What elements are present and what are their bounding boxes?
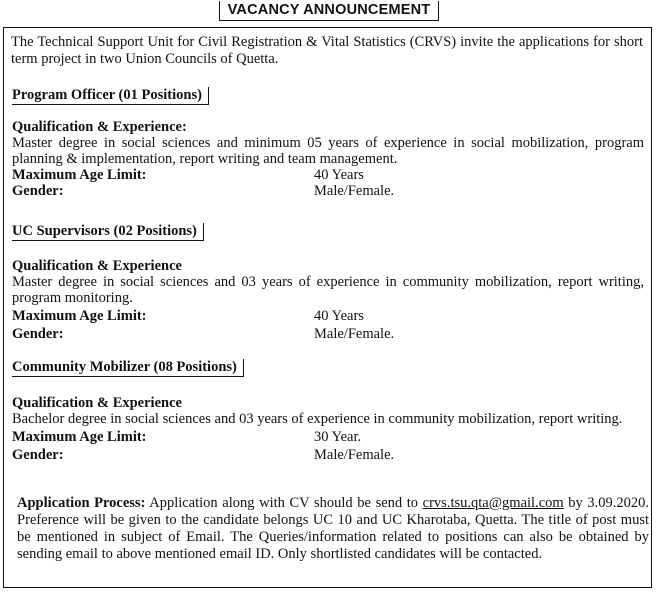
age-label: Maximum Age Limit: [12,308,147,324]
gender-value: Male/Female. [314,183,395,199]
application-text-before-email: Application along with CV should be send to [145,495,423,511]
qualification-heading: Qualification & Experience: [12,119,187,135]
position-title: Community Mobilizer (08 Positions) [12,359,244,377]
qualification-heading: Qualification & Experience [12,258,182,274]
position-community-mobilizer [12,359,644,463]
position-title: UC Supervisors (02 Positions) [12,223,204,241]
gender-row [12,326,644,342]
age-label: Maximum Age Limit: [12,429,147,445]
age-label: Maximum Age Limit: [12,167,147,183]
contact-email: crvs.tsu.qta@gmail.com [422,495,564,511]
intro-paragraph: The Technical Support Unit for Civil Registration & Vital Statistics (CRVS) invite the applications for short term project in two Union Councils of Quetta. [11,34,643,67]
gender-label: Gender: [12,447,64,463]
gender-label: Gender: [12,326,64,342]
qualification-text: Master degree in social sciences and minimum 05 years of experience in social mobilization, program planning & implementation, report writing and team management. [12,135,644,167]
application-label: Application Process: [17,495,146,511]
application-process [17,495,649,563]
gender-row [12,183,644,199]
gender-value: Male/Female. [314,326,395,342]
qualification-text: Bachelor degree in social sciences and 03 years of experience in community mobilization, report writing. [12,411,623,427]
qualification-text: Master degree in social sciences and 03 years of experience in community mobilization, report writing, program monitoring. [12,274,644,306]
qualification-heading: Qualification & Experience [12,395,182,411]
age-row [12,167,644,183]
position-uc-supervisors [12,223,644,342]
gender-row [12,447,644,463]
age-value: 40 Years [314,308,364,324]
age-value: 30 Year. [314,429,362,445]
age-row [12,308,644,324]
position-program-officer [12,87,644,199]
age-value: 40 Years [314,167,364,183]
gender-label: Gender: [12,183,64,199]
gender-value: Male/Female. [314,447,395,463]
announcement-title-wrap [0,1,658,21]
announcement-title: VACANCY ANNOUNCEMENT [219,1,440,21]
position-title: Program Officer (01 Positions) [12,87,209,105]
age-row [12,429,644,445]
application-text-after-email: by 3.09.2020. Preference will be given to the candidate belongs UC 10 and UC Kharotaba, Quetta. The title of post must be mentioned in subject of Email. The Queries/information related to positions can also be obtained by sending email to above mentioned email ID. Only shortlisted candidates will be contacted. [17,495,650,562]
